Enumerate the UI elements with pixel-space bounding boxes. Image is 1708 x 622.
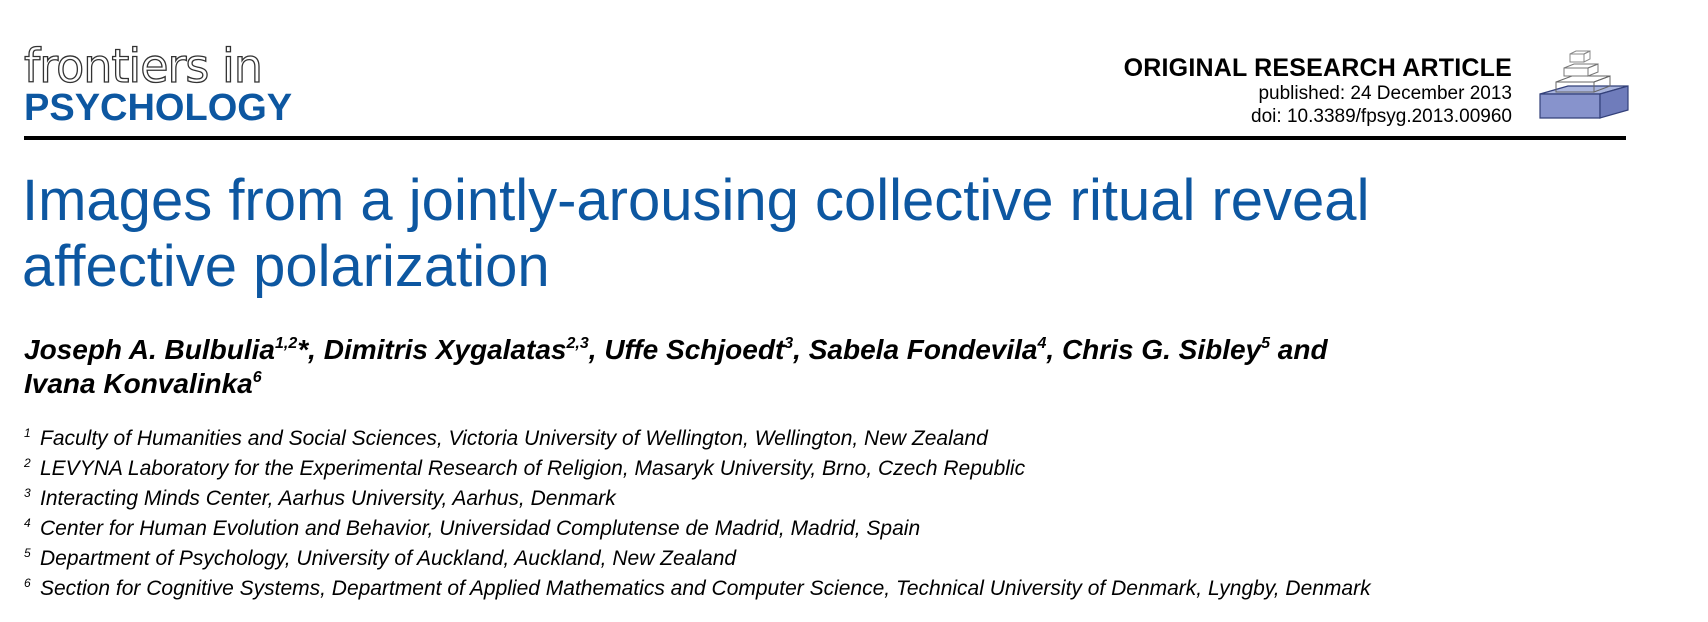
stacked-boxes-icon [1538, 46, 1630, 126]
header-divider [24, 136, 1626, 140]
author-affiliation-ref: 5 [1261, 335, 1271, 352]
author-separator: , [793, 334, 809, 365]
article-title: Images from a jointly-arousing collective ritual reveal affective polarization [22, 168, 1370, 299]
author-affiliation-ref: 4 [1037, 335, 1047, 352]
author-affiliation-ref: 3 [784, 335, 794, 352]
affiliation-text: Center for Human Evolution and Behavior, Universidad Complutense de Madrid, Madrid, Spain [40, 517, 921, 540]
author-name: Dimitris Xygalatas [323, 334, 567, 365]
published-date: published: 24 December 2013 [1258, 83, 1512, 104]
affiliation-item [24, 514, 1371, 544]
affiliation-item [24, 454, 1371, 484]
author-separator: , [1046, 334, 1062, 365]
author-name: Joseph A. Bulbulia [24, 334, 275, 365]
author-name: Sabela Fondevila [808, 334, 1038, 365]
author-affiliation-ref: 1,2 [275, 335, 298, 352]
author-affiliation-ref: 6 [252, 369, 262, 386]
affiliation-item [24, 484, 1371, 514]
author-name: Uffe Schjoedt [604, 334, 785, 365]
author-name: Ivana Konvalinka [24, 368, 253, 399]
journal-name-line1: frontiers in [24, 39, 262, 93]
journal-name-line2: PSYCHOLOGY [24, 87, 293, 129]
affiliation-text: Section for Cognitive Systems, Department of Applied Mathematics and Computer Science, Technical University of Denmark, Lyngby, Denmark [40, 577, 1371, 600]
affiliation-text: Department of Psychology, University of Auckland, Auckland, New Zealand [40, 547, 737, 570]
affiliation-item [24, 544, 1371, 574]
affiliation-number: 2 [24, 456, 31, 470]
author-affiliation-ref: 2,3 [566, 335, 589, 352]
affiliation-number: 5 [24, 546, 31, 560]
affiliation-list [24, 424, 1371, 604]
article-type: ORIGINAL RESEARCH ARTICLE [1123, 54, 1512, 82]
affiliation-number: 4 [24, 516, 31, 530]
affiliation-text: Faculty of Humanities and Social Sciences, Victoria University of Wellington, Wellington, New Zealand [40, 427, 988, 450]
affiliation-item [24, 574, 1371, 604]
author-separator: and [1270, 334, 1328, 365]
affiliation-item [24, 424, 1371, 454]
author-separator: , [588, 334, 605, 365]
journal-logo [24, 39, 293, 129]
doi: doi: 10.3389/fpsyg.2013.00960 [1251, 106, 1512, 127]
author-separator: *, [297, 334, 324, 365]
author-name: Chris G. Sibley [1061, 334, 1262, 365]
affiliation-text: Interacting Minds Center, Aarhus University, Aarhus, Denmark [40, 487, 616, 510]
affiliation-number: 3 [24, 486, 31, 500]
author-list [24, 333, 1584, 401]
affiliation-number: 1 [24, 426, 31, 440]
affiliation-text: LEVYNA Laboratory for the Experimental Research of Religion, Masaryk University, Brno, Czech Republic [40, 457, 1026, 480]
article-meta [1124, 54, 1512, 128]
affiliation-number: 6 [24, 576, 31, 590]
